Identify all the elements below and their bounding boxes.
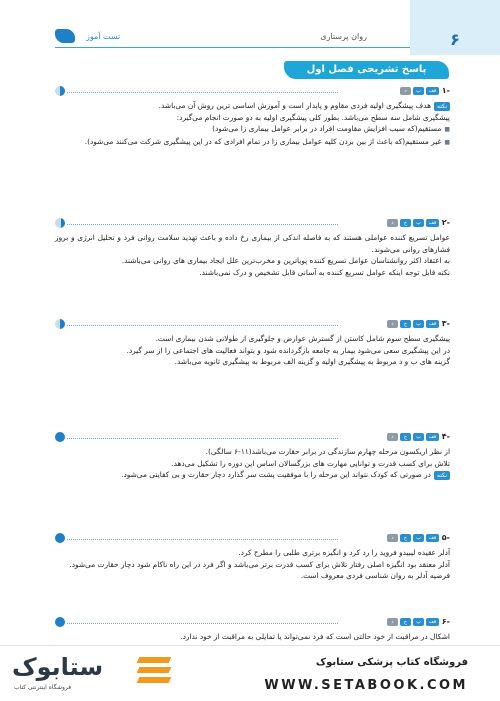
dotted-rule bbox=[67, 325, 338, 326]
store-logo-text: ستابوک bbox=[12, 653, 104, 681]
tag-badge: ج bbox=[400, 320, 411, 328]
answer-block bbox=[55, 533, 450, 582]
tag-badge: پ bbox=[413, 618, 424, 626]
tag-badge: د bbox=[400, 87, 411, 95]
chapter-title: روان پرستاری bbox=[317, 32, 370, 41]
tag-badge: پ bbox=[413, 87, 424, 95]
answer-block bbox=[55, 86, 450, 149]
answer-line: عوامل تسریع کننده عواملی هستند که به فاصله اندکی از بیماری رخ داده و باعث تهدید سلامت روانی فرد و تحلیل انرژی و بروز فشارهای روانی می‌شوند. bbox=[55, 233, 450, 254]
answer-line: پیشگیری شامل سه سطح می‌باشد. بطور کلی پیشگیری اولیه به دو صورت انجام می‌گیرد: bbox=[176, 112, 450, 122]
answer-line: به اعتقاد اکثر روانشناسان عوامل تسریع کننده پویاترین و مخرب‌ترین علل ایجاد بیماری های روانی می‌باشند. bbox=[121, 256, 450, 266]
tag-badge: پ bbox=[413, 320, 424, 328]
difficulty-icon bbox=[55, 86, 65, 96]
difficulty-icon bbox=[55, 533, 65, 543]
answer-line: آدلر عقیده لیبیدو فروید را رد کرد و انگیزه برتری طلبی را مطرح کرد. bbox=[238, 548, 450, 557]
answer-line: در این پیشگیری سعی می‌شود بیمار به جامعه بازگردانده شود و بتواند فعالیت های اجتماعی را از سر گیرد. bbox=[126, 345, 450, 355]
difficulty-icon bbox=[55, 617, 65, 627]
note-badge: نکته bbox=[434, 102, 450, 111]
tag-badge: ج bbox=[400, 219, 411, 227]
running-header bbox=[55, 30, 410, 50]
tag-badge: پ bbox=[413, 433, 424, 441]
store-name: فروشگاه کتاب پزشکی ستابوک bbox=[315, 657, 468, 668]
question-number: -۲ bbox=[441, 218, 450, 227]
tag-badge: ج bbox=[400, 618, 411, 626]
answer-tags bbox=[385, 219, 439, 238]
answer-line: نکتههدف پیشگیری اولیه فردی مقاوم و پایدار است و آموزش اساسی ترین روش آن می‌باشد. bbox=[55, 100, 450, 112]
answer-header bbox=[55, 533, 450, 547]
tag-badge: د bbox=[387, 433, 398, 441]
question-number: -۴ bbox=[441, 432, 450, 441]
answer-header bbox=[55, 432, 450, 446]
store-logo-subtitle: فروشگاه اینترنتی کتاب bbox=[14, 684, 72, 691]
answer-line: نکتهدر صورتی که کودک نتواند این مرحله را با موفقیت پشت سر گذارد دچار حقارت و بی کفایتی می‌شود. bbox=[55, 469, 450, 481]
dotted-rule bbox=[67, 623, 338, 624]
answer-block bbox=[55, 432, 450, 481]
store-url-link[interactable]: WWW.SETABOOK.COM bbox=[264, 678, 468, 693]
store-footer bbox=[0, 645, 500, 701]
answer-tags bbox=[385, 534, 439, 553]
tag-badge: فف bbox=[426, 87, 439, 95]
dotted-rule bbox=[67, 92, 338, 93]
answer-tags bbox=[385, 618, 439, 637]
question-number: -۳ bbox=[441, 319, 450, 328]
tag-badge: فف bbox=[426, 534, 439, 542]
answer-line: از نظر اریکسون مرحله چهارم سازندگی در برابر حقارت می‌باشد(۱۱-۶ سالگی). bbox=[205, 447, 450, 456]
tag-badge: ج bbox=[400, 534, 411, 542]
tag-badge: فف bbox=[426, 433, 439, 441]
answer-line: نکته قابل توجه اینکه عوامل تسریع کننده به آسانی قابل تشخیص و درک نمی‌باشند. bbox=[199, 268, 450, 278]
note-badge: نکته bbox=[434, 471, 450, 480]
answer-header bbox=[55, 218, 450, 232]
tag-badge: ج bbox=[400, 433, 411, 441]
question-number: -۵ bbox=[441, 533, 450, 542]
section-title: پاسخ تشریحی فصل اول bbox=[284, 61, 449, 79]
answer-line: اشکال در مراقبت از خود حالتی است که فرد نمی‌تواند یا تمایلی به مراقبت از خود ندارد. bbox=[180, 632, 450, 641]
answer-header bbox=[55, 617, 450, 631]
answer-tags bbox=[385, 433, 439, 452]
answer-line: گزینه های ب و د مربوط به پیشگیری اولیه و گزینه الف مربوط به پیشگیری ثانویه می‌باشد. bbox=[174, 357, 450, 367]
dotted-rule bbox=[67, 438, 338, 439]
answer-line: فرضیه آدلر به روان شناسی فردی معروف است. bbox=[300, 571, 450, 581]
tag-badge: د bbox=[387, 534, 398, 542]
tag-badge: فف bbox=[426, 618, 439, 626]
answer-header bbox=[55, 86, 450, 100]
tag-badge: فف bbox=[426, 219, 439, 227]
answer-bullet: ■غیر مستقیم(که باعث از بین بردن کلیه عوامل بیماری زا در تمام افرادی که در این پیشگیری شرکت می‌کنند می‌شود). bbox=[84, 137, 450, 147]
answer-tags bbox=[398, 87, 439, 106]
answer-block bbox=[55, 617, 450, 643]
question-number: -۶ bbox=[441, 617, 450, 626]
answer-block bbox=[55, 319, 450, 368]
books-icon bbox=[138, 657, 170, 683]
store-logo[interactable] bbox=[12, 653, 177, 695]
answer-header bbox=[55, 319, 450, 333]
square-bullet-icon: ■ bbox=[444, 139, 450, 147]
answer-tags bbox=[385, 320, 439, 339]
dotted-rule bbox=[67, 224, 338, 225]
tag-badge: پ bbox=[413, 534, 424, 542]
answer-line: آدلر معتقد بود انگیزه اصلی رفتار تلاش برای کسب قدرت برتر می‌باشد و اگر فرد در این راه ناکام شود دچار حقارت می‌شود. bbox=[69, 559, 450, 569]
page-number: ۶ bbox=[410, 0, 500, 55]
answer-block bbox=[55, 218, 450, 279]
dotted-rule bbox=[67, 539, 338, 540]
difficulty-icon bbox=[55, 218, 65, 228]
tag-badge: د bbox=[387, 320, 398, 328]
difficulty-icon bbox=[55, 432, 65, 442]
difficulty-icon bbox=[55, 319, 65, 329]
answer-line: پیشگیری سطح سوم شامل کاستن از گسترش عوارض و جلوگیری از طولانی شدن بیماری است. bbox=[155, 334, 450, 343]
answer-bullet: ■مستقیم(که سبب افزایش مقاومت افراد در برابر عوامل بیماری زا می‌شود) bbox=[212, 124, 450, 134]
tag-badge: پ bbox=[413, 219, 424, 227]
publisher-logo-icon bbox=[55, 29, 75, 43]
publisher-name: تست آموز bbox=[83, 32, 123, 41]
header-rule bbox=[55, 47, 410, 48]
question-number: -۱ bbox=[441, 86, 450, 95]
answer-line: تلاش برای کسب قدرت و توانایی مهارت های بزرگسالان اساس این دوره را تشکیل می‌دهد. bbox=[171, 458, 450, 468]
tag-badge: فف bbox=[426, 320, 439, 328]
tag-badge: د bbox=[387, 219, 398, 227]
tag-badge: د bbox=[387, 618, 398, 626]
square-bullet-icon: ■ bbox=[444, 126, 450, 134]
